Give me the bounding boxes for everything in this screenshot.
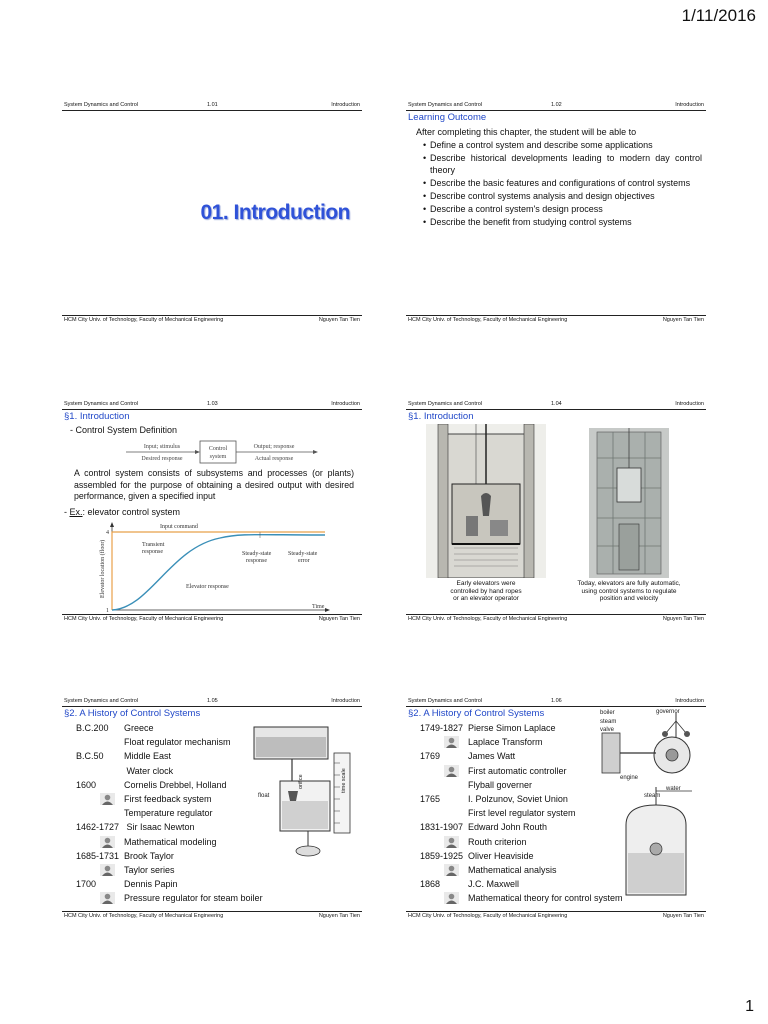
early-elevator-illustration — [426, 424, 546, 578]
slide-title: §1. Introduction — [408, 411, 474, 422]
history-text: Edward John Routh — [468, 822, 548, 833]
slide-footer — [406, 614, 706, 624]
block-input-2: Desired response — [141, 456, 183, 462]
footer-author: Nguyen Tan Tien — [318, 317, 360, 323]
header-course: System Dynamics and Control — [64, 698, 138, 704]
slide-footer — [406, 911, 706, 921]
header-slide-number: 1.02 — [551, 102, 562, 108]
history-text: Laplace Transform — [468, 737, 543, 748]
graph-tick-1: 1 — [106, 608, 109, 614]
header-chapter: Introduction — [675, 102, 704, 108]
slide-footer — [406, 315, 706, 325]
header-course: System Dynamics and Control — [408, 698, 482, 704]
example-line: - Ex.: elevator control system — [64, 507, 181, 517]
slide-header — [62, 697, 362, 707]
history-text: Mathematical analysis — [468, 864, 557, 875]
portrait-icon — [100, 836, 115, 848]
history-text: Temperature regulator — [124, 808, 213, 819]
portrait-icon — [444, 892, 459, 904]
definition-paragraph: A control system consists of subsystems and processes (or plants) assembled for the purpose of obtaining a desired output with desired performance, given a specified input — [74, 468, 354, 501]
history-text: Water clock — [124, 765, 174, 776]
history-text: J.C. Maxwell — [468, 879, 520, 890]
chapter-title: 01. Introduction — [200, 201, 350, 224]
slide-title: Learning Outcome — [408, 112, 487, 123]
slide-1-06 — [406, 697, 706, 921]
header-course: System Dynamics and Control — [408, 401, 482, 407]
history-text: Routh criterion — [468, 836, 527, 847]
caption-early-elevators: Early elevators were controlled by hand ropes or an elevator operator — [450, 580, 522, 602]
fig-engine-label: engine — [620, 775, 639, 781]
graph-x-label: Time — [312, 604, 325, 610]
graph-transient-1: Transient — [142, 542, 165, 548]
history-text: James Watt — [468, 751, 516, 762]
caption-modern-elevators: Today, elevators are fully automatic, using control systems to regulate position and velocity — [577, 580, 681, 602]
slide-1-02 — [406, 101, 706, 325]
history-text: I. Polzunov, Soviet Union — [468, 793, 568, 804]
fig-orifice-label: orifice — [298, 774, 304, 789]
block-system-2: system — [209, 454, 227, 460]
fig-boiler-label: boiler — [600, 710, 615, 716]
fig-governor-label: governor — [656, 709, 680, 715]
header-course: System Dynamics and Control — [64, 102, 138, 108]
header-slide-number: 1.05 — [207, 698, 218, 704]
history-text: Sir Isaac Newton — [124, 822, 195, 833]
header-chapter: Introduction — [331, 401, 360, 407]
history-text: Pressure regulator for steam boiler — [124, 893, 263, 904]
footer-institution: HCM City Univ. of Technology, Faculty of Mechanical Engineering — [64, 913, 224, 919]
footer-author: Nguyen Tan Tien — [662, 913, 704, 919]
history-year: 1700 — [76, 879, 97, 890]
fig-steam-label: steam — [600, 719, 617, 725]
definition-label: - Control System Definition — [70, 425, 178, 435]
control-system-block-diagram — [122, 439, 322, 465]
footer-author: Nguyen Tan Tien — [662, 616, 704, 622]
fig-water-label: water — [666, 786, 681, 792]
outcome-item: • Define a control system and describe some applications — [430, 139, 702, 151]
history-text: Mathematical theory for control system — [468, 893, 623, 904]
portrait-icon — [444, 864, 459, 876]
history-year: 1685-1731 — [76, 850, 120, 861]
history-text: First automatic controller — [468, 765, 567, 776]
block-input-1: Input; stimulus — [143, 444, 181, 450]
slide-header — [62, 400, 362, 410]
footer-institution: HCM City Univ. of Technology, Faculty of Mechanical Engineering — [408, 317, 568, 323]
header-chapter: Introduction — [675, 698, 704, 704]
graph-ss-response-1: Steady-state — [242, 551, 272, 557]
graph-ss-error-1: Steady-state — [288, 551, 318, 557]
slide-header — [406, 400, 706, 410]
header-chapter: Introduction — [675, 401, 704, 407]
graph-tick-4: 4 — [106, 530, 109, 536]
elevator-response-graph — [90, 518, 330, 614]
history-year: B.C.200 — [76, 723, 109, 733]
history-year: 1868 — [420, 879, 441, 890]
outcome-item: • Describe the benefit from studying control systems — [430, 216, 702, 228]
footer-institution: HCM City Univ. of Technology, Faculty of Mechanical Engineering — [408, 616, 568, 622]
slide-header — [406, 101, 706, 111]
history-text: First feedback system — [124, 793, 212, 804]
history-year: 1859-1925 — [420, 850, 464, 861]
footer-institution: HCM City Univ. of Technology, Faculty of Mechanical Engineering — [64, 616, 224, 622]
history-text: Oliver Heaviside — [468, 850, 534, 861]
header-slide-number: 1.06 — [551, 698, 562, 704]
history-text: Flyball governer — [468, 779, 533, 790]
outcome-item: • Describe historical developments leading to modern day control theory — [430, 152, 702, 176]
outcome-item: • Describe a control system's design process — [430, 203, 702, 215]
graph-ss-response-2: response — [246, 558, 267, 564]
block-output-1: Output; response — [253, 444, 295, 450]
history-text: Float regulator mechanism — [124, 737, 231, 748]
portrait-icon — [444, 765, 459, 777]
header-chapter: Introduction — [331, 102, 360, 108]
slide-header — [406, 697, 706, 707]
history-year: 1462-1727 — [76, 822, 120, 833]
history-text: Cornelis Drebbel, Holland — [124, 779, 227, 790]
polzunov-level-regulator-diagram — [610, 783, 704, 905]
block-output-2: Actual response — [254, 456, 294, 462]
footer-author: Nguyen Tan Tien — [318, 913, 360, 919]
header-slide-number: 1.01 — [207, 102, 218, 108]
graph-y-label: Elevator location (floor) — [100, 539, 106, 598]
fig-time-scale-label: time scale — [341, 768, 347, 793]
portrait-icon — [444, 836, 459, 848]
portrait-icon — [444, 736, 459, 748]
header-course: System Dynamics and Control — [64, 401, 138, 407]
fig-valve-label: valve — [600, 727, 615, 733]
history-text: Greece — [124, 723, 154, 733]
history-year: 1765 — [420, 793, 441, 804]
history-text: Pierse Simon Laplace — [468, 723, 556, 733]
portrait-icon — [100, 864, 115, 876]
page-number: 1 — [745, 998, 754, 1015]
history-text: Brook Taylor — [124, 850, 174, 861]
watt-governor-diagram — [596, 707, 704, 781]
portrait-icon — [100, 892, 115, 904]
water-clock-diagram — [250, 723, 358, 863]
header-slide-number: 1.03 — [207, 401, 218, 407]
slide-footer — [62, 911, 362, 921]
header-chapter: Introduction — [331, 698, 360, 704]
slide-title: §1. Introduction — [64, 411, 130, 422]
history-text: Taylor series — [124, 864, 175, 875]
outcome-item: • Describe control systems analysis and design objectives — [430, 190, 702, 202]
footer-author: Nguyen Tan Tien — [318, 616, 360, 622]
history-text: Middle East — [124, 751, 172, 762]
history-text: Mathematical modeling — [124, 836, 217, 847]
graph-transient-2: response — [142, 549, 163, 555]
block-system-1: Control — [208, 446, 228, 452]
slide-1-01 — [62, 101, 362, 325]
learning-outcome-list — [406, 139, 706, 228]
slide-footer — [62, 614, 362, 624]
print-date: 1/11/2016 — [681, 6, 756, 25]
history-year: 1831-1907 — [420, 822, 464, 833]
intro-text: After completing this chapter, the student will be able to — [416, 127, 637, 137]
footer-author: Nguyen Tan Tien — [662, 317, 704, 323]
graph-ss-error-2: error — [298, 558, 310, 564]
graph-input-command: Input command — [160, 524, 198, 530]
history-year: 1600 — [76, 779, 97, 790]
outcome-item: • Describe the basic features and configurations of control systems — [430, 177, 702, 189]
slide-1-04 — [406, 400, 706, 624]
footer-institution: HCM City Univ. of Technology, Faculty of Mechanical Engineering — [408, 913, 568, 919]
slide-1-05 — [62, 697, 362, 921]
slide-footer — [62, 315, 362, 325]
header-slide-number: 1.04 — [551, 401, 562, 407]
graph-elevator-response: Elevator response — [186, 584, 229, 590]
slide-title: §2. A History of Control Systems — [408, 708, 545, 719]
slide-1-03 — [62, 400, 362, 624]
fig-float-label: float — [258, 793, 270, 799]
history-year: 1769 — [420, 751, 441, 762]
history-year: 1749-1827 — [420, 723, 464, 733]
slide-title: §2. A History of Control Systems — [64, 708, 201, 719]
slide-header — [62, 101, 362, 111]
portrait-icon — [100, 793, 115, 805]
history-text: First level regulator system — [468, 808, 576, 819]
header-course: System Dynamics and Control — [408, 102, 482, 108]
fig-steam2-label: steam — [644, 793, 661, 799]
footer-institution: HCM City Univ. of Technology, Faculty of Mechanical Engineering — [64, 317, 224, 323]
history-text: Dennis Papin — [124, 879, 178, 890]
history-year: B.C.50 — [76, 751, 104, 762]
modern-elevator-photo — [589, 428, 669, 578]
